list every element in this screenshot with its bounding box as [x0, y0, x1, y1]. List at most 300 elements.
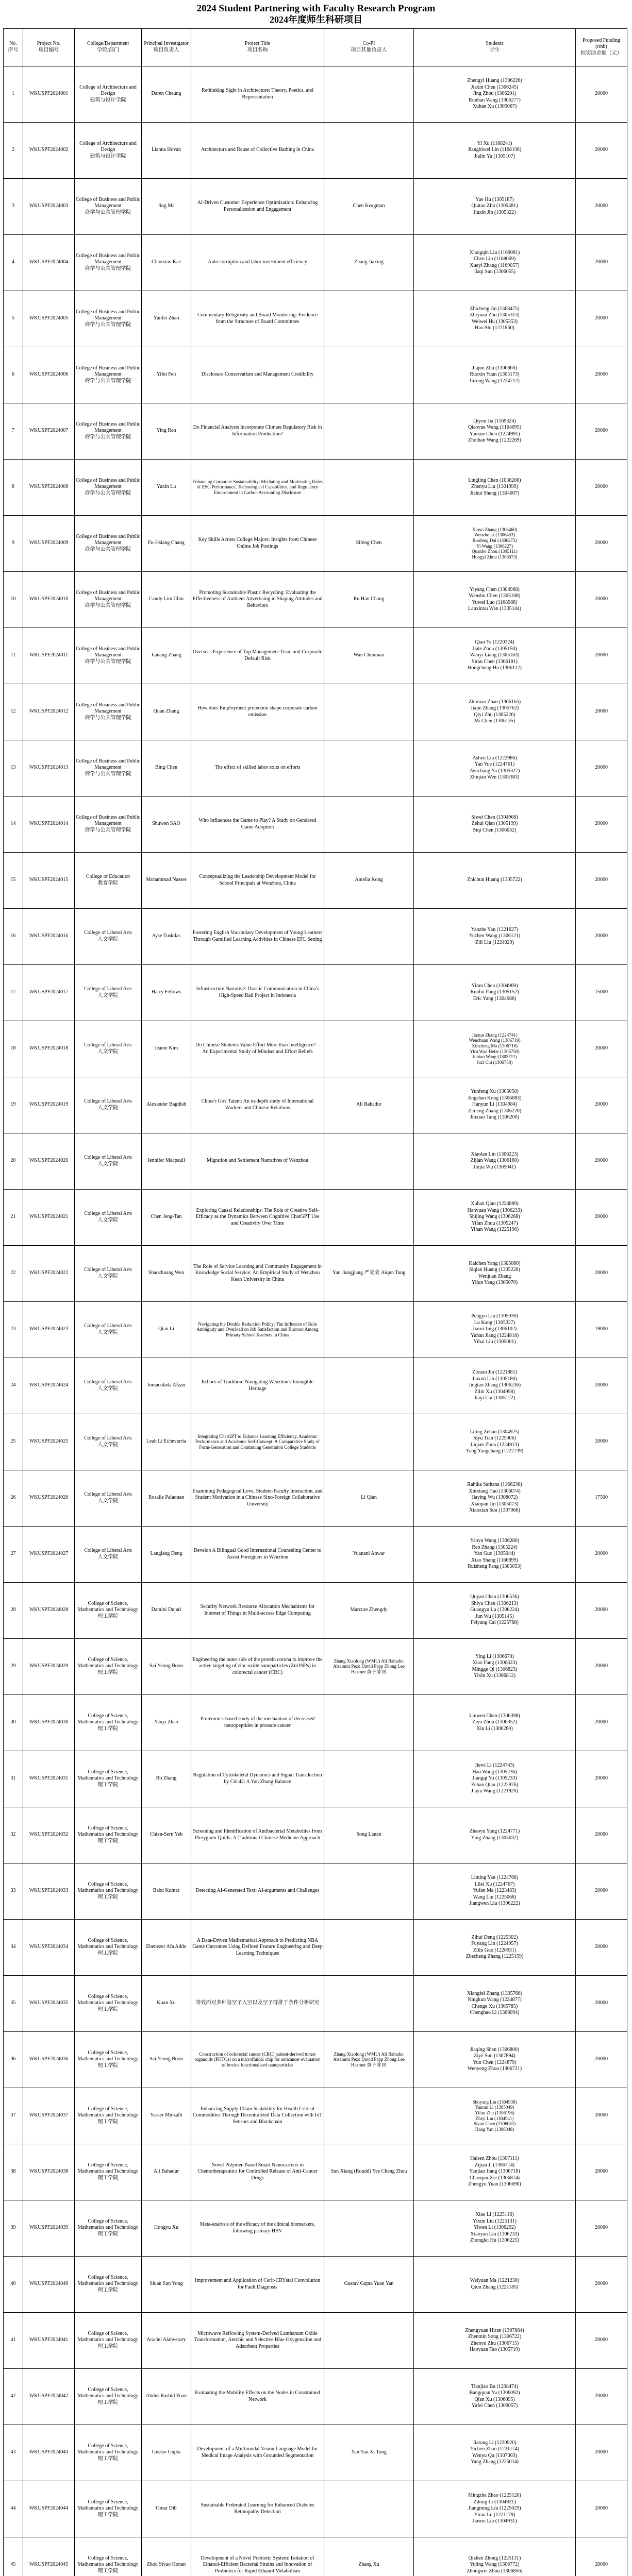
row-pi: Jianang Zhang — [142, 628, 191, 684]
row-no: 12 — [4, 684, 23, 740]
table-header-row — [4, 28, 627, 66]
header-project-no: Project No. 项目编号 — [23, 28, 75, 66]
student-name: Zilong Li (1304921) — [473, 2499, 516, 2505]
student-name: Liqian Zhou (1224913) — [470, 1442, 519, 1448]
college-line: 人文学院 — [97, 936, 119, 942]
row-project-no: WKUSPF2024016 — [23, 908, 75, 964]
college-line: 理工学院 — [97, 2175, 119, 2181]
student-name: Yanran Li (1305049) — [475, 2105, 514, 2110]
row-funding: 20000 — [576, 2481, 627, 2537]
row-title: Disclosure Conservatism and Management Credibility — [191, 347, 324, 403]
row-title: Meta-analysis of the efficacy of the clinical biomarkers, following primary HBV — [191, 2200, 324, 2256]
row-students — [414, 2200, 576, 2256]
row-project-no: WKUSPF2024004 — [23, 234, 75, 291]
student-name: Zhenyu Zhu (1306715) — [470, 2340, 519, 2346]
row-college — [75, 2200, 142, 2256]
row-copi: Ru Han Chang — [324, 571, 414, 628]
table-row — [4, 459, 627, 515]
college-line: 理工学院 — [97, 2343, 119, 2349]
student-name: Xiaopan Jin (1305073) — [471, 1501, 519, 1507]
student-name: Wenshu Chen (1305108) — [469, 593, 521, 599]
row-pi: Rosalie Palaonan — [142, 1470, 191, 1526]
student-name: Zhiyuan Zhu (1305313) — [470, 312, 520, 318]
row-project-no: WKUSPF2024009 — [23, 515, 75, 571]
row-college — [75, 178, 142, 234]
college-line: 理工学院 — [97, 2455, 119, 2462]
row-copi: Marcure Zhengdy — [324, 1582, 414, 1638]
row-students — [414, 740, 576, 796]
row-no: 25 — [4, 1414, 23, 1470]
row-no: 21 — [4, 1189, 23, 1245]
row-pi: Zhou Siyao Honan — [142, 2537, 191, 2576]
student-name: Xiao Fang (1306823) — [472, 1660, 517, 1666]
row-title: Overseas Experience of Top Management Team and Corporate Default Risk — [191, 628, 324, 684]
row-college — [75, 1638, 142, 1694]
row-no: 6 — [4, 347, 23, 403]
row-title: Auto corruption and labor investment efficiency — [191, 234, 324, 291]
row-funding: 20000 — [576, 291, 627, 347]
row-pi: Chen Jeng-Tan — [142, 1189, 191, 1245]
row-pi: Yanyi Zhao — [142, 1694, 191, 1751]
row-project-no: WKUSPF2024045 — [23, 2537, 75, 2576]
row-project-no: WKUSPF2024022 — [23, 1245, 75, 1301]
row-project-no: WKUSPF2024039 — [23, 2200, 75, 2256]
student-name: Yue Hu (1305187) — [475, 196, 514, 202]
table-row — [4, 1919, 627, 1975]
header-no: No. 序号 — [4, 28, 23, 66]
row-college — [75, 852, 142, 908]
row-project-no: WKUSPF2024032 — [23, 1807, 75, 1863]
row-title: Development of a Novel Prebiotic System: Isolation of Ethanol-Efficient Bacterial Strains and Innovation of Probiotics for Rapid Ethanol Metabolism — [191, 2537, 324, 2576]
student-name: Jialin Yu (1305107) — [474, 153, 515, 159]
row-copi — [324, 1021, 414, 1077]
row-pi: Alexander Bagdish — [142, 1077, 191, 1133]
table-row — [4, 122, 627, 178]
college-line: College of Business and Public Management — [76, 477, 140, 490]
row-pi: Lianna Hovan — [142, 122, 191, 178]
college-line: College of Liberal Arts — [84, 1211, 132, 1217]
row-college — [75, 1807, 142, 1863]
student-name: Jun Wu (1305145) — [475, 1613, 514, 1619]
college-line: College of Business and Public Management — [76, 758, 140, 771]
row-project-no: WKUSPF2024013 — [23, 740, 75, 796]
college-line: College of Science, Mathematics and Technology — [77, 1769, 139, 1782]
college-line: 商学与公共管理学院 — [85, 658, 131, 665]
row-no: 13 — [4, 740, 23, 796]
table-row — [4, 908, 627, 964]
row-copi — [324, 684, 414, 740]
student-name: Zhichun Huang (1305722) — [467, 877, 522, 883]
college-line: 人文学院 — [97, 1554, 119, 1560]
row-title: Regulation of Cytoskeletal Dynamics and Signal Transduction by Cdc42: A Yan Zhang Balance — [191, 1751, 324, 1807]
college-line: College of Liberal Arts — [84, 1323, 132, 1329]
student-name: Zihui Deng (1225302) — [471, 1934, 518, 1940]
student-name: Zhengyuan Hiran (1307864) — [465, 2327, 524, 2333]
row-funding: 20000 — [576, 1358, 627, 1414]
student-name: Wenyu Qu (1307003) — [472, 2452, 517, 2459]
student-name: Ruofeng Dai (1306273) — [472, 537, 517, 543]
row-copi — [324, 1358, 414, 1414]
table-row — [4, 178, 627, 234]
row-pi: Chaoxiao Kae — [142, 234, 191, 291]
student-name: Yang Yangchang (1222739) — [465, 1448, 524, 1454]
student-name: Xin Li (1306280) — [476, 1725, 513, 1732]
student-name: Jingtao Zhang (1306236) — [468, 1382, 521, 1388]
college-line: College of Science, Mathematics and Technology — [77, 2106, 139, 2119]
row-title: Improvement and Application of Cerit-CRYstal Convolution for Fault Diagnosis — [191, 2256, 324, 2312]
student-name: Hongyi Zhou (1306073) — [472, 554, 518, 560]
student-name: Yihai Liu (1305001) — [473, 1339, 516, 1345]
student-name: Yixun Liu (1225131) — [473, 2218, 517, 2224]
row-no: 24 — [4, 1358, 23, 1414]
row-funding: 20000 — [576, 2256, 627, 2312]
row-funding: 20000 — [576, 684, 627, 740]
student-name: Wenyi Liang (1305163) — [470, 652, 520, 658]
row-title: Construction of colorectal cancer (CRC) patient-derived tumor organoids (PDTOs) on a microfluidic chip for anticancer evaluation of bovine functionalized nanoparticles — [191, 2031, 324, 2088]
college-line: College of Science, Mathematics and Technology — [77, 1937, 139, 1950]
row-no: 39 — [4, 2200, 23, 2256]
student-name: Ruoxin Yuan (1305173) — [470, 371, 520, 378]
student-name: Jiale Zhou (1305150) — [472, 646, 517, 652]
row-project-no: WKUSPF2024002 — [23, 122, 75, 178]
row-project-no: WKUSPF2024003 — [23, 178, 75, 234]
row-pi: Leah Li Echevarria — [142, 1414, 191, 1470]
table-row — [4, 2088, 627, 2144]
row-college — [75, 1863, 142, 1919]
college-line: College of Science, Mathematics and Technology — [77, 1600, 139, 1613]
college-line: 商学与公共管理学院 — [85, 321, 131, 328]
row-pi: Omar Dib — [142, 2481, 191, 2537]
table-row — [4, 1975, 627, 2031]
row-copi — [324, 2368, 414, 2425]
student-name: Yuling Wang (1306772) — [470, 2562, 520, 2568]
row-project-no: WKUSPF2024017 — [23, 964, 75, 1021]
row-title: Engineering the outer side of the protein corona to improve the active targeting of zinc oxide nanoparticles (ZnONPs) in colorectal cancer (CRC) — [191, 1638, 324, 1694]
student-name: Qiyou Jia (1169324) — [473, 418, 516, 424]
student-name: Ziye Sun (1307894) — [474, 2053, 515, 2059]
row-title: Commentary Religiosity and Board Monitoring: Evidence from the Structure of Board Committees — [191, 291, 324, 347]
row-copi: Wan Chunmao — [324, 628, 414, 684]
row-project-no: WKUSPF2024038 — [23, 2144, 75, 2200]
row-college — [75, 1077, 142, 1133]
student-name: Yun Chen (1224879) — [473, 2059, 517, 2065]
row-college — [75, 1751, 142, 1807]
student-name: Rahika Sathana (1166236) — [467, 1482, 522, 1488]
student-name: Wenzhe Li (1306453) — [474, 532, 515, 538]
college-line: 商学与公共管理学院 — [85, 771, 131, 777]
student-name: Qiyi Zhu (1305226) — [474, 711, 515, 718]
row-funding: 20000 — [576, 234, 627, 291]
college-line: College of Science, Mathematics and Technology — [77, 2330, 139, 2343]
student-name: Yaoyu Wang (1306280) — [470, 1538, 520, 1544]
row-copi — [324, 1751, 414, 1807]
row-college — [75, 2481, 142, 2537]
student-name: Wenjuan Zhang — [478, 1273, 511, 1279]
table-row — [4, 2256, 627, 2312]
student-name: Jiawei Liu (1304931) — [472, 2518, 517, 2524]
student-name: Haoyuan Tao (1305719) — [469, 2347, 520, 2353]
row-project-no: WKUSPF2024007 — [23, 403, 75, 459]
college-line: 教育学院 — [97, 880, 119, 886]
row-project-no: WKUSPF2024008 — [23, 459, 75, 515]
student-name: Liming Yan (1224768) — [471, 1875, 519, 1881]
student-name: Jiaxin Jin (1305322) — [473, 209, 516, 215]
student-name: Xinxiang Hao (1306074) — [469, 1488, 521, 1494]
student-name: Zhenyu Liu (1301999) — [471, 484, 519, 490]
row-students — [414, 1301, 576, 1358]
college-line: 人文学院 — [97, 1385, 119, 1392]
row-project-no: WKUSPF2024018 — [23, 1021, 75, 1077]
row-college — [75, 1189, 142, 1245]
row-title: Do Chinese Students Value Effort More than Intelligence? – An Experimental Study of Mindset and Effort Beliefs — [191, 1021, 324, 1077]
row-no: 8 — [4, 459, 23, 515]
college-line: 理工学院 — [97, 1894, 119, 1900]
student-name: Wenyeng Zhou (1306721) — [467, 2066, 522, 2072]
college-line: College of Business and Public Management — [76, 421, 140, 434]
row-project-no: WKUSPF2024042 — [23, 2368, 75, 2425]
row-title: Echoes of Tradition: Navigating Wenzhou's Intangible Heritage — [191, 1358, 324, 1414]
student-name: Juntao Wang (1305711) — [472, 1054, 517, 1060]
college-line: 理工学院 — [97, 2287, 119, 2293]
student-name: Haisen Zhou (1307111) — [470, 2156, 519, 2162]
student-name: Fuyang Lin (1224957) — [471, 1941, 518, 1947]
row-copi — [324, 1133, 414, 1189]
row-students — [414, 1638, 576, 1694]
row-no: 36 — [4, 2031, 23, 2088]
student-name: Qiaoyue Wang (1164095) — [468, 425, 522, 431]
student-name: Siqi Chen (1306032) — [473, 827, 517, 833]
student-name: Quyan Chen (1306536) — [470, 1594, 519, 1600]
student-name: Jiahui Sheng (1304007) — [470, 490, 520, 496]
row-no: 29 — [4, 1638, 23, 1694]
row-copi — [324, 347, 414, 403]
row-college — [75, 1133, 142, 1189]
row-project-no: WKUSPF2024044 — [23, 2481, 75, 2537]
row-title: Navigating the Double Reduction Policy: The Influence of Role Ambiguity and Overload on Job Satisfaction and Burnout Among Primary School Teachers in China — [191, 1301, 324, 1358]
row-students — [414, 1526, 576, 1582]
student-name: Ruisheng Fang (1305053) — [468, 1564, 522, 1570]
student-name: Zimeng Zhang (1306220) — [468, 1108, 522, 1114]
row-no: 22 — [4, 1245, 23, 1301]
row-no: 37 — [4, 2088, 23, 2144]
row-pi: Bo Zhang — [142, 1751, 191, 1807]
row-funding: 20000 — [576, 1582, 627, 1638]
student-name: Jiaqi Sun (1306055) — [473, 269, 516, 275]
student-name: Zehan Qian (1222976) — [471, 1782, 519, 1788]
row-pi: Jing Ma — [142, 178, 191, 234]
row-copi: Amelia Kong — [324, 852, 414, 908]
row-title: Rethinking Sight in Architecture: Theory, Poetics, and Representation — [191, 66, 324, 122]
row-college — [75, 2256, 142, 2312]
student-name: Siran Chen (1306181) — [472, 658, 518, 665]
row-funding: 20000 — [576, 515, 627, 571]
row-pi: Shuwen SAO — [142, 796, 191, 852]
row-project-no: WKUSPF2024026 — [23, 1470, 75, 1526]
row-funding: 20000 — [576, 1189, 627, 1245]
college-line: 人文学院 — [97, 1105, 119, 1111]
student-name: Yichen Zhao (1221174) — [470, 2446, 520, 2452]
row-title: How does Employment protection shape corporate carbon emission — [191, 684, 324, 740]
row-project-no: WKUSPF2024033 — [23, 1863, 75, 1919]
table-row — [4, 403, 627, 459]
row-college — [75, 1919, 142, 1975]
student-name: Zhaoyu Yang (1224771) — [469, 1828, 520, 1835]
row-project-no: WKUSPF2024006 — [23, 347, 75, 403]
student-name: Yi Wang (1306227) — [476, 543, 513, 549]
row-copi: Yan Jiangjiang 严姜姜 Aiqun Tang — [324, 1245, 414, 1301]
student-name: Chen Lin (1168069) — [473, 256, 516, 262]
student-name: Mingzhe Zhao (1225120) — [468, 2493, 521, 2499]
row-funding: 20000 — [576, 1021, 627, 1077]
row-pi: Jennifer Macpaull — [142, 1133, 191, 1189]
row-project-no: WKUSPF2024035 — [23, 1975, 75, 2031]
row-copi — [324, 740, 414, 796]
row-college — [75, 2088, 142, 2144]
college-line: 人文学院 — [97, 1273, 119, 1279]
header-funding: Proposed Funding (rmb) 拟资助金额（元） — [576, 28, 627, 66]
row-project-no: WKUSPF2024023 — [23, 1301, 75, 1358]
student-name: Xiaolan Lin (1306223) — [471, 1151, 519, 1157]
college-line: College of Business and Public Management — [76, 365, 140, 378]
student-name: Jing Zhou (1306201) — [473, 91, 517, 97]
row-copi — [324, 459, 414, 515]
college-line: 人文学院 — [97, 1498, 119, 1504]
row-students — [414, 2144, 576, 2200]
row-title: China's Gov Talent: An in-depth study of International Workers and Chinese Relations — [191, 1077, 324, 1133]
table-row — [4, 2368, 627, 2425]
row-no: 7 — [4, 403, 23, 459]
table-row — [4, 964, 627, 1021]
college-line: 理工学院 — [97, 1950, 119, 1956]
student-name: Zhongwei Zhou (1306856) — [467, 2568, 523, 2574]
row-funding: 20000 — [576, 2200, 627, 2256]
row-copi — [324, 1414, 414, 1470]
student-name: Xinzheng Ma (1306716) — [472, 1043, 518, 1048]
row-students — [414, 852, 576, 908]
row-project-no: WKUSPF2024011 — [23, 628, 75, 684]
row-pi: Hongyu Xu — [142, 2200, 191, 2256]
row-title: Who Influences the Game to Play? A Study on Gendered Game Adoption — [191, 796, 324, 852]
student-name: Jingshan Kong (1306083) — [468, 1095, 522, 1101]
row-title: Sustainable Federated Learning for Enhanced Diabetes Retinopathy Detection — [191, 2481, 324, 2537]
row-students — [414, 1470, 576, 1526]
table-row — [4, 2425, 627, 2481]
row-copi: Yuanani Anwar — [324, 1526, 414, 1582]
row-title: AI-Driven Customer Experience Optimization: Enhancing Personalization and Engagement — [191, 178, 324, 234]
college-line: 人文学院 — [97, 1161, 119, 1167]
college-line: 商学与公共管理学院 — [85, 602, 131, 608]
table-row — [4, 1470, 627, 1526]
college-line: 理工学院 — [97, 2062, 119, 2069]
student-name: Jiajun Zhu (1306860) — [472, 365, 517, 371]
student-name: Yuhan Jiang (1224818) — [470, 1332, 519, 1338]
college-line: College of Liberal Arts — [84, 1098, 132, 1105]
row-project-no: WKUSPF2024012 — [23, 684, 75, 740]
student-name: Hongcheng Hu (1306112) — [468, 665, 522, 671]
row-title: Architecture and Reuse of Collective Bathing in China — [191, 122, 324, 178]
row-college — [75, 1582, 142, 1638]
table-row — [4, 628, 627, 684]
row-students — [414, 796, 576, 852]
student-name: Siyan Chen (1306082) — [473, 2121, 516, 2127]
student-name: Hanyun Li (1304984) — [472, 1101, 518, 1108]
row-students — [414, 515, 576, 571]
student-name: Xiao Shang (1166899) — [471, 1557, 518, 1563]
row-project-no: WKUSPF2024015 — [23, 852, 75, 908]
table-row — [4, 2537, 627, 2576]
row-students — [414, 347, 576, 403]
table-row — [4, 740, 627, 796]
row-students — [414, 2312, 576, 2368]
college-line: College of Science, Mathematics and Technology — [77, 1993, 139, 2006]
row-title: The effect of skilled labor exits on efforts — [191, 740, 324, 796]
student-name: Mingge Qi (1306823) — [472, 1666, 518, 1672]
table-row — [4, 1751, 627, 1807]
row-pi: Kuan Xu — [142, 1975, 191, 2031]
row-copi: Sifeng Chen — [324, 515, 414, 571]
row-title: Evaluating the Mobility Effects on the Nodes in Constrained Network — [191, 2368, 324, 2425]
college-line: College of Business and Public Management — [76, 589, 140, 602]
row-students — [414, 1245, 576, 1301]
student-name: Juzi Cui (1306758) — [476, 1059, 513, 1065]
row-funding: 20000 — [576, 2312, 627, 2368]
row-funding: 20000 — [576, 796, 627, 852]
row-funding: 20000 — [576, 2144, 627, 2200]
row-students — [414, 964, 576, 1021]
row-students — [414, 2537, 576, 2576]
row-project-no: WKUSPF2024025 — [23, 1414, 75, 1470]
student-name: Yiyang Chen (1304968) — [470, 586, 520, 592]
row-pi: Langlang Deng — [142, 1526, 191, 1582]
row-students — [414, 2031, 576, 2088]
row-funding: 20000 — [576, 459, 627, 515]
row-pi: Daren Cheung — [142, 66, 191, 122]
row-no: 15 — [4, 852, 23, 908]
row-copi — [324, 1863, 414, 1919]
row-title: Develop A Bilingual Good International Counseling Center to Assist Foreigners in Wenzhou — [191, 1526, 324, 1582]
row-college — [75, 515, 142, 571]
student-name: Xuhan Xu (1305067) — [472, 104, 517, 110]
row-title: Examining Pedagogical Love, Student-Faculty Interaction, and Student Motivation in a Chinese Sino-Foreign Collaborative University — [191, 1470, 324, 1526]
row-college — [75, 122, 142, 178]
college-line: 商学与公共管理学院 — [85, 715, 131, 721]
row-funding: 20000 — [576, 571, 627, 628]
student-name: Jiaxun Lin (1305180) — [472, 1376, 517, 1382]
row-project-no: WKUSPF2024021 — [23, 1189, 75, 1245]
student-name: Zehui Qian (1305199) — [471, 821, 518, 827]
college-line: College of Science, Mathematics and Technology — [77, 2049, 139, 2062]
student-name: Yixin Xu (1306812) — [473, 1673, 516, 1679]
student-name: Shijing Wang (1306268) — [469, 1214, 520, 1220]
student-name: Jiarui Jing (1306102) — [472, 1326, 517, 1332]
row-funding: 20000 — [576, 628, 627, 684]
row-funding: 20000 — [576, 1975, 627, 2031]
row-funding: 20000 — [576, 2031, 627, 2088]
row-pi: Quan Zhang — [142, 684, 191, 740]
row-project-no: WKUSPF2024005 — [23, 291, 75, 347]
projects-table — [3, 28, 627, 2576]
college-line: College of Business and Public Management — [76, 309, 140, 321]
row-copi — [324, 66, 414, 122]
row-title: Microwave Reflowing System-Derived Lanthanum Oxide Transformation, Aerobic and Selective Blue Oxygenation and Adsorbent Properties — [191, 2312, 324, 2368]
student-name: Zhiqian Wen (1305383) — [470, 774, 520, 781]
student-name: Xueyi Zhang (1169057) — [470, 262, 520, 268]
row-funding: 20000 — [576, 2368, 627, 2425]
row-no: 32 — [4, 1807, 23, 1863]
table-row — [4, 1358, 627, 1414]
table-row — [4, 796, 627, 852]
row-college — [75, 1021, 142, 1077]
